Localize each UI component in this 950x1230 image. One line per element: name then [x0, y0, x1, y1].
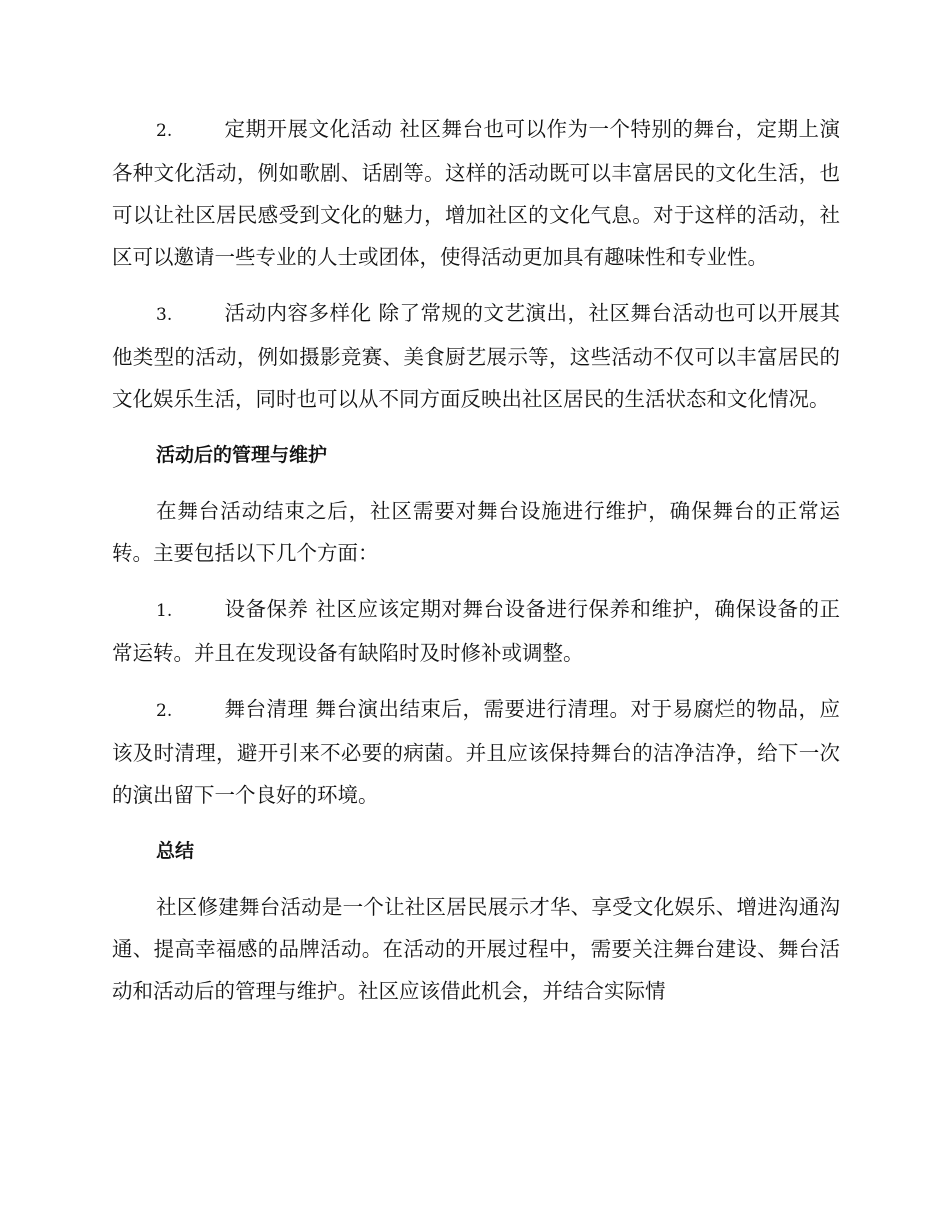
maintenance-intro-paragraph: 在舞台活动结束之后，社区需要对舞台设施进行维护，确保舞台的正常运转。主要包括以下几个方面：: [112, 499, 840, 565]
section-heading-maintenance: 活动后的管理与维护: [156, 444, 328, 466]
list-item-number: 2.: [156, 701, 173, 721]
list-item: [112, 292, 840, 420]
section-heading-summary: 总结: [156, 840, 195, 862]
list-item-number: 3.: [156, 305, 173, 325]
list-item-text: 定期开展文化活动 社区舞台也可以作为一个特别的舞台，定期上演各种文化活动，例如歌剧、话剧等。这样的活动既可以丰富居民的文化生活，也可以让社区居民感受到文化的魅力，增加社区的文化气息。对于这样的活动，社区可以邀请一些专业的人士或团体，使得活动更加具有趣味性和专业性。: [112, 117, 840, 269]
list-item: [112, 108, 840, 278]
list-item-text: 舞台清理 舞台演出结束后，需要进行清理。对于易腐烂的物品，应该及时清理，避开引来不必要的病菌。并且应该保持舞台的洁净洁净，给下一次的演出留下一个良好的环境。: [112, 697, 840, 807]
list-item-text: 活动内容多样化 除了常规的文艺演出，社区舞台活动也可以开展其他类型的活动，例如摄影竞赛、美食厨艺展示等，这些活动不仅可以丰富居民的文化娱乐生活，同时也可以从不同方面反映出社区居民的生活状态和文化情况。: [112, 301, 840, 411]
document-page: [112, 108, 840, 1026]
list-item-number: 1.: [156, 601, 173, 621]
summary-paragraph: 社区修建舞台活动是一个让社区居民展示才华、享受文化娱乐、增进沟通沟通、提高幸福感的品牌活动。在活动的开展过程中，需要关注舞台建设、舞台活动和活动后的管理与维护。社区应该借此机会，并结合实际情: [112, 895, 840, 1003]
list-item-number: 2.: [156, 121, 173, 141]
list-item: [112, 588, 840, 674]
list-item-text: 设备保养 社区应该定期对舞台设备进行保养和维护，确保设备的正常运转。并且在发现设备有缺陷时及时修补或调整。: [112, 597, 840, 665]
list-item: [112, 688, 840, 816]
